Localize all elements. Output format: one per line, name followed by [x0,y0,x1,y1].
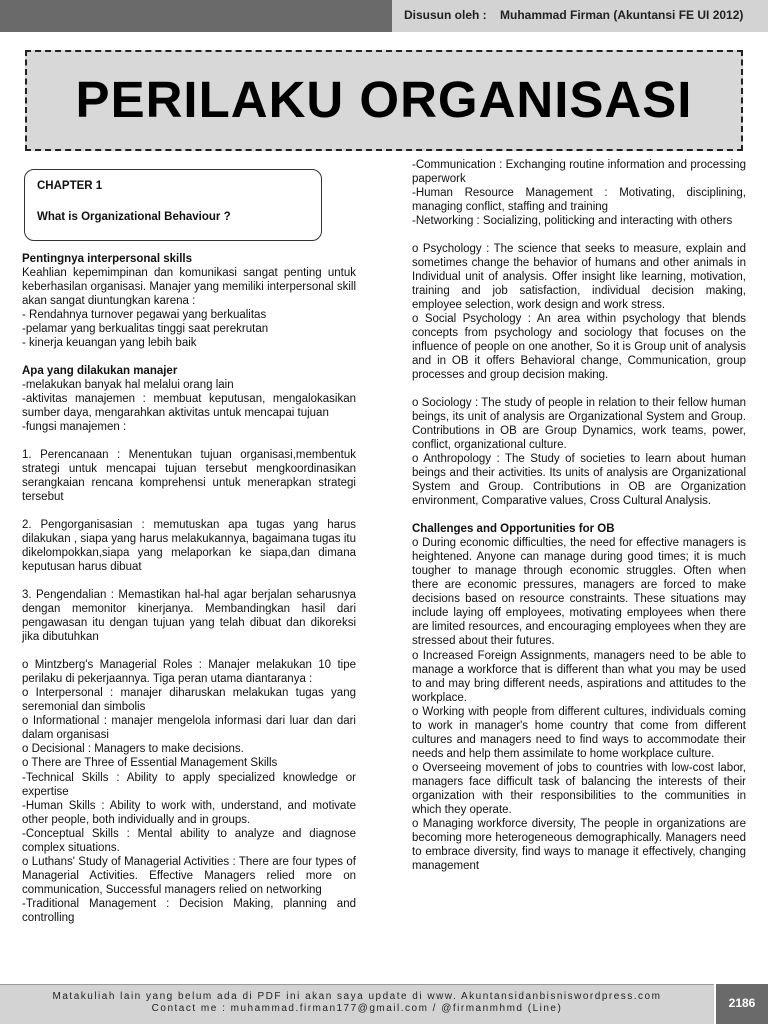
paragraph: o Psychology : The science that seeks to measure, explain and sometimes change the behavior of humans and other animals in Individual unit of analysis. Offer insight like learning, motivation, training and job satisfaction, individual decision making, employee selection, work design and work stress. [412,243,746,312]
paragraph: -pelamar yang berkualitas tinggi saat perekrutan [22,323,269,336]
paragraph: o There are Three of Essential Management Skills [22,757,278,770]
footer-line-2: Contact me : muhammad.firman177@gmail.com / @firmanmhmd (Line) [151,1003,563,1014]
paragraph: o Luthans' Study of Managerial Activities : There are four types of Managerial Activities. Effective Managers relied more on communication, Successful managers relied on networking [22,855,356,896]
page-number: 2186 [728,996,756,1010]
paragraph: -Technical Skills : Ability to apply specialized knowledge or expertise [22,771,356,798]
paragraph: o Informational : manajer mengelola informasi dari luar dan dari dalam organisasi [22,715,356,742]
paragraph-gap [22,504,356,518]
paragraph: o Sociology : The study of people in relation to their fellow human beings, its unit of analysis are Organizational System and Group. Contributions in OB are Group Dynamics, work teams, power, conflict, organizational culture. [412,397,746,452]
right-column [412,158,746,873]
paragraph: - Rendahnya turnover pegawai yang berkualitas [22,309,267,322]
page-number-box [716,984,768,1024]
paragraph: o Working with people from different cultures, individuals coming to work in manager's home country that come from different cultures and managers need to find ways to accommodate their needs and help them assimilate to home workplace culture. [412,705,746,760]
paragraph: 1. Perencanaan : Menentukan tujuan organisasi,membentuk strategi untuk mencapai tujuan tersebut mengkoordinasikan serangkaian rencana komprehensi untuk menerapkan strategi tersebut [22,449,356,504]
footer-band [0,984,714,1024]
paragraph: -Traditional Management : Decision Making, planning and controlling [22,897,356,924]
paragraph: -Conceptual Skills : Mental ability to analyze and diagnose complex situations. [22,827,356,854]
author-name: Muhammad Firman (Akuntansi FE UI 2012) [500,8,744,22]
paragraph: o During economic difficulties, the need for effective managers is heightened. Anyone can manage during good times; it is much tougher to manage through economic struggles. Often when there are economic pressures, managers are forced to make decisions based on resource constraints. These situations may include laying off employees, motivating employees when there are limited resources, and encouraging employees when they are stressed about their futures. [412,537,746,648]
footer-line-1: Matakuliah lain yang belum ada di PDF ini akan saya update di www. Akuntansidanbisniswordpress.com [52,991,662,1002]
top-bar-dark [0,0,392,32]
chapter-question: What is Organizational Behaviour ? [37,211,231,223]
paragraph-gap [22,434,356,448]
chapter-box [24,169,322,241]
top-bar [0,0,768,32]
paragraph: -Human Resource Management : Motivating, disciplining, managing conflict, staffing and training [412,187,746,214]
left-column [22,252,356,925]
section-heading: Pentingnya interpersonal skills [22,253,192,265]
paragraph: 3. Pengendalian : Memastikan hal-hal agar berjalan seharusnya dengan memonitor kinerjanya. Membandingkan hasil dari pengawasan itu dengan tujuan yang telah dibuat dan dikoreksi jika dibutuhkan [22,589,356,644]
chapter-label: CHAPTER 1 [37,180,103,192]
paragraph: - kinerja keuangan yang lebih baik [22,337,197,350]
paragraph: -Networking : Socializing, politicking and interacting with others [412,215,733,228]
paragraph: Keahlian kepemimpinan dan komunikasi sangat penting untuk keberhasilan organisasi. Manajer yang memiliki interpersonal skill akan sangat diuntungkan karena : [22,267,356,308]
paragraph-gap [22,644,356,658]
paragraph: o Managing workforce diversity, The people in organizations are becoming more heterogeneous demographically. Managers need to embrace diversity, find ways to manage it effectively, changing management [412,817,746,872]
paragraph-gap [22,574,356,588]
paragraph: -fungsi manajemen : [22,421,127,434]
paragraph-gap [412,508,746,522]
paragraph: o Decisional : Managers to make decisions. [22,743,244,756]
paragraph: o Overseeing movement of jobs to countries with low-cost labor, managers face difficult task of balancing the interests of their organization with their responsibilities to the communities in which they operate. [412,761,746,816]
paragraph: o Increased Foreign Assignments, managers need to be able to manage a workforce that is different than what you may be used to and may bring different needs, aspirations and attitudes to the workplace. [412,649,746,704]
paragraph: 2. Pengorganisasian : memutuskan apa tugas yang harus dilakukan , siapa yang harus melakukannya, bagaimana tugas itu dikelompokkan,siapa yang melaporkan ke siapa,dan dimana keputusan harus dibuat [22,519,356,574]
author-label: Disusun oleh : [404,8,487,22]
paragraph: o Social Psychology : An area within psychology that blends concepts from psychology and sociology that focuses on the influence of people on one another, So it is Group unit of analysis and in OB it offers Behavioral change, Communication, group processes and group decision making. [412,313,746,382]
footer [0,984,768,1024]
paragraph-gap [412,382,746,396]
paragraph-gap [22,350,356,364]
title-box [25,50,743,151]
paragraph: -aktivitas manajemen : membuat keputusan, mengalokasikan sumber daya, mengarahkan aktivitas untuk mencapai tujuan [22,393,356,420]
page-title: PERILAKU ORGANISASI [75,71,693,128]
paragraph: o Mintzberg's Managerial Roles : Manajer melakukan 10 tipe perilaku di pekerjaannya. Tiga peran utama diantaranya : [22,659,356,686]
section-heading: Challenges and Opportunities for OB [412,523,615,536]
paragraph-gap [412,228,746,242]
section-heading: Apa yang dilakukan manajer [22,365,178,378]
paragraph: -Communication : Exchanging routine information and processing paperwork [412,159,746,186]
paragraph: -Human Skills : Ability to work with, understand, and motivate other people, both individually and in groups. [22,799,356,826]
paragraph: -melakukan banyak hal melalui orang lain [22,379,234,392]
paragraph: o Interpersonal : manajer diharuskan melakukan tugas yang seremonial dan simbolis [22,687,356,714]
paragraph: o Anthropology : The Study of societies to learn about human beings and their activities. Its units of analysis are Organizational System and Group. Contributions in OB are Organization environment, Comparative values, Cross Cultural Analysis. [412,453,746,508]
